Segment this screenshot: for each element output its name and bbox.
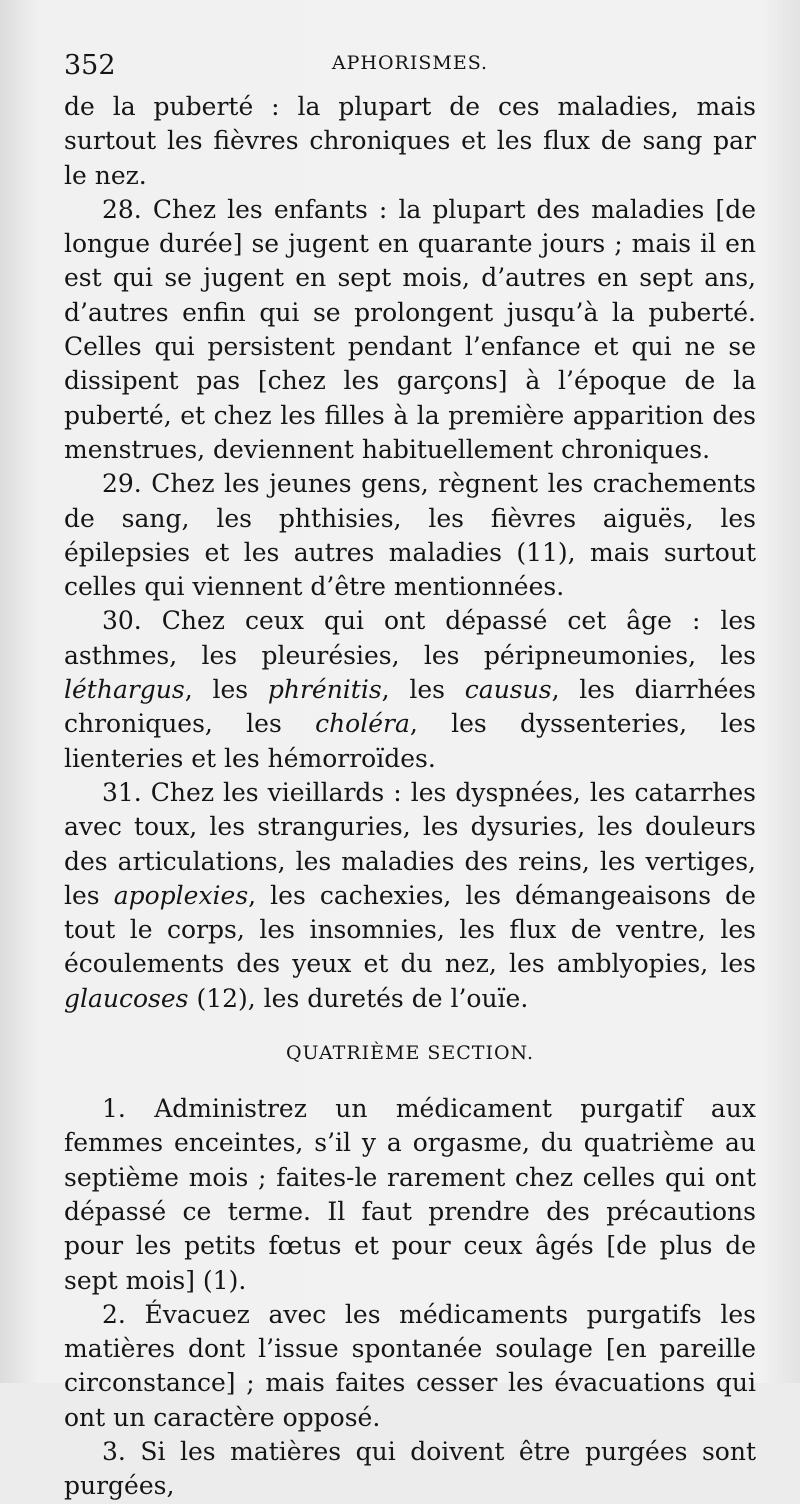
section-heading: QUATRIÈME SECTION. bbox=[285, 1042, 535, 1065]
text-run: , les cachexies, les démangeaisons de tout le corps, les insomnies, les flux de ventre, les écoulements des yeux et du nez, les amblyopies, les bbox=[64, 880, 756, 979]
text-run: , les bbox=[184, 675, 268, 705]
italic-term: apoplexies bbox=[113, 880, 249, 910]
italic-term: choléra bbox=[315, 709, 410, 739]
italic-term: léthargus bbox=[64, 675, 185, 705]
text-run: , les dyssenteries, les lienteries et les hémorroïdes. bbox=[64, 709, 756, 773]
running-title: APHORISMES. bbox=[331, 52, 489, 74]
text-run: 31. Chez les vieillards : les dyspnées, les catarrhes avec toux, les stranguries, les dysuries, les douleurs des articulations, les maladies des reins, les vertiges, les bbox=[64, 777, 756, 910]
aphorism-31 bbox=[64, 776, 756, 1016]
section-three-aphorisms bbox=[64, 90, 756, 1016]
text-run: de la puberté : la plupart de ces maladies, mais surtout les fièvres chroniques et les flux de sang par le nez. bbox=[64, 92, 756, 190]
text-run: 3. Si les matières qui doivent être purgées sont purgées, bbox=[64, 1436, 756, 1501]
aphorism-29 bbox=[64, 467, 756, 604]
page-header bbox=[64, 44, 756, 90]
italic-term: glaucoses bbox=[64, 983, 189, 1013]
text-run: , les bbox=[381, 675, 465, 705]
body-text bbox=[64, 90, 756, 1504]
text-run: 29. Chez les jeunes gens, règnent les crachements de sang, les phthisies, les fièvres aiguës, les épilepsies et les autres maladies (11), mais surtout celles qui viennent d’être mentionnées. bbox=[64, 469, 756, 602]
text-run: 30. Chez ceux qui ont dépassé cet âge : les asthmes, les pleurésies, les péripneumonies, les bbox=[64, 606, 756, 670]
page-number: 352 bbox=[64, 50, 116, 81]
italic-term: phrénitis bbox=[267, 675, 382, 705]
text-run: 2. Évacuez avec les médicaments purgatifs les matières dont l’issue spontanée soulage [en pareille circonstance] ; mais faites cesser les évacuations qui ont un caractère opposé. bbox=[64, 1299, 756, 1432]
text-run: , les diarrhées chroniques, les bbox=[64, 675, 756, 739]
aphorism-1 bbox=[64, 1092, 756, 1298]
aphorism-30 bbox=[64, 604, 756, 775]
aphorism-cont bbox=[64, 90, 756, 193]
text-run: (12), les duretés de l’ouïe. bbox=[188, 983, 529, 1013]
section-four-aphorisms bbox=[64, 1092, 756, 1504]
aphorism-2 bbox=[64, 1298, 756, 1435]
italic-term: causus bbox=[464, 675, 552, 705]
aphorism-3 bbox=[64, 1435, 756, 1504]
aphorism-28 bbox=[64, 193, 756, 467]
text-run: 28. Chez les enfants : la plupart des maladies [de longue durée] se jugent en quarante jours ; mais il en est qui se jugent en sept mois, d’autres en sept ans, d’autres enfin qui se prolongent jusqu’à la puberté. Celles qui persistent pendant l’enfance et qui ne se dissipent pas [chez les garçons] à l’époque de la puberté, et chez les filles à la première apparition des menstrues, deviennent habituellement chroniques. bbox=[64, 194, 756, 464]
text-run: 1. Administrez un médicament purgatif aux femmes enceintes, s’il y a orgasme, du quatrième au septième mois ; faites-le rarement chez celles qui ont dépassé ce terme. Il faut prendre des précautions pour les petits fœtus et pour ceux âgés [de plus de sept mois] (1). bbox=[64, 1094, 756, 1295]
